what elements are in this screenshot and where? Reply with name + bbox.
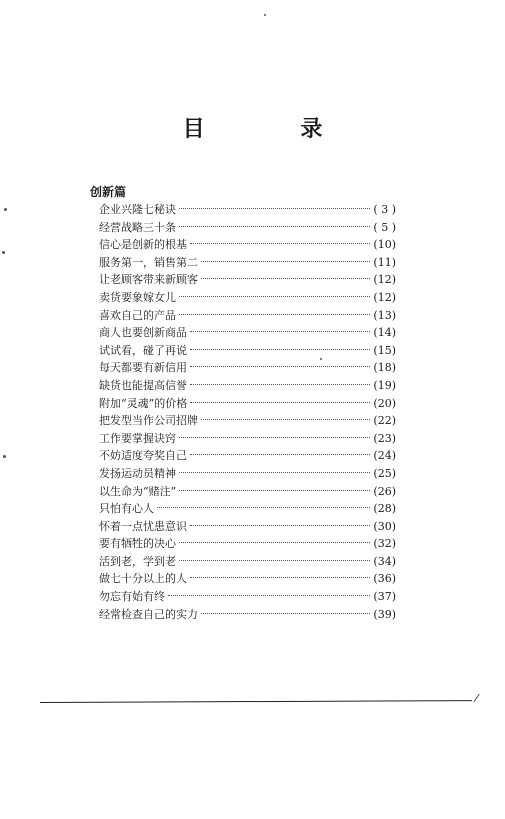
toc-entry-page: (34) — [373, 554, 396, 568]
toc-entry-page: (15) — [373, 343, 396, 357]
toc-entry-title: 附加“灵魂”的价格 — [99, 396, 188, 410]
toc-entry-title: 经常检查自己的实力 — [99, 607, 198, 621]
toc-entry-title: 只怕有心人 — [99, 502, 154, 516]
toc-entry-title: 试试看，碰了再说 — [99, 343, 187, 357]
section-heading: 创新篇 — [90, 185, 127, 199]
dot-leader — [201, 278, 370, 279]
dot-leader — [201, 261, 370, 262]
toc-entry — [99, 553, 396, 571]
toc-entry-title: 缺货也能提高信誉 — [99, 378, 187, 392]
toc-entry-page: (13) — [373, 308, 396, 322]
toc-entry — [99, 395, 396, 413]
dot-leader — [179, 472, 370, 473]
toc-entry — [99, 447, 396, 465]
toc-entry-page: (19) — [373, 378, 396, 392]
toc-entry-page: (18) — [373, 361, 396, 375]
dot-leader — [190, 243, 370, 244]
toc-entry — [99, 465, 396, 483]
toc-entry-title: 卖货要象嫁女儿 — [99, 290, 176, 304]
toc-entry — [99, 289, 396, 307]
toc-entry-page: (28) — [373, 502, 396, 516]
dot-leader — [190, 577, 370, 578]
toc-entry — [99, 359, 396, 377]
dot-leader — [179, 560, 370, 561]
scan-speck — [4, 208, 7, 211]
toc-entry-title: 经营战略三十条 — [99, 220, 176, 234]
dot-leader — [179, 542, 370, 543]
toc-entry-page: (23) — [373, 431, 396, 445]
bottom-rule — [40, 700, 472, 703]
rule-end-mark — [461, 694, 480, 702]
toc-entry — [99, 570, 396, 588]
toc-entry — [99, 535, 396, 553]
toc-entry-title: 每天都要有新信用 — [99, 361, 187, 375]
dot-leader — [190, 454, 370, 455]
dot-leader — [190, 525, 370, 526]
toc-entry-page: ( 5 ) — [373, 220, 396, 234]
toc-entry-title: 商人也要创新商品 — [99, 326, 187, 340]
toc-entry-title: 做七十分以上的人 — [99, 572, 187, 586]
dot-leader — [201, 613, 370, 614]
toc-entry-page: (39) — [373, 607, 396, 621]
toc-entry-page: (20) — [373, 396, 396, 410]
toc-entry — [99, 236, 396, 254]
toc-entry-title: 发扬运动员精神 — [99, 466, 176, 480]
toc-entry-page: (22) — [373, 414, 396, 428]
scan-speck — [3, 455, 6, 458]
scan-speck — [264, 14, 266, 16]
dot-leader — [179, 437, 370, 438]
dot-leader — [190, 366, 370, 367]
toc-entry-title: 不妨适度夸奖自己 — [99, 449, 187, 463]
toc-entry-page: ( 3 ) — [373, 203, 396, 216]
toc-entry-title: 怀着一点忧患意识 — [99, 519, 187, 533]
toc-entry — [99, 518, 396, 536]
toc-entry-page: (25) — [373, 466, 396, 480]
toc-entry-page: (32) — [373, 537, 396, 551]
dot-leader — [179, 296, 370, 297]
toc-entry — [99, 271, 396, 289]
scan-speck — [2, 251, 5, 254]
dot-leader — [179, 490, 370, 491]
toc-entry-page: (12) — [373, 273, 396, 287]
toc-entry — [99, 483, 396, 501]
toc-entry-title: 把发型当作公司招牌 — [99, 414, 198, 428]
toc-entry-title: 信心是创新的根基 — [99, 238, 187, 252]
toc-entry-title: 喜欢自己的产品 — [99, 308, 176, 322]
table-of-contents — [99, 201, 396, 623]
dot-leader — [157, 507, 370, 508]
dot-leader — [179, 314, 370, 315]
toc-entry-title: 要有牺牲的决心 — [99, 537, 176, 551]
toc-entry-title: 让老顾客带来新顾客 — [99, 273, 198, 287]
dot-leader — [190, 384, 370, 385]
toc-entry — [99, 430, 396, 448]
page-title: 目 录 — [182, 116, 367, 142]
dot-leader — [201, 419, 370, 420]
toc-entry — [99, 377, 396, 395]
toc-entry-page: (37) — [373, 590, 396, 604]
toc-entry-title: 活到老，学到老 — [99, 554, 176, 568]
toc-entry — [99, 201, 396, 219]
toc-entry — [99, 254, 396, 272]
toc-entry-page: (11) — [373, 255, 396, 269]
toc-entry-page: (26) — [373, 484, 396, 498]
toc-entry — [99, 324, 396, 342]
toc-entry — [99, 500, 396, 518]
toc-entry — [99, 307, 396, 325]
toc-entry — [99, 588, 396, 606]
toc-entry — [99, 219, 396, 237]
toc-entry-page: (36) — [373, 572, 396, 586]
dot-leader — [190, 331, 370, 332]
toc-entry-page: (24) — [373, 449, 396, 463]
toc-entry-title: 工作要掌握诀窍 — [99, 431, 176, 445]
dot-leader — [179, 208, 370, 209]
toc-entry-page: (10) — [373, 238, 396, 252]
dot-leader — [190, 402, 370, 403]
toc-entry-page: (14) — [373, 326, 396, 340]
toc-entry-title: 勿忘有始有终 — [99, 590, 165, 604]
toc-entry-page: (30) — [373, 519, 396, 533]
dot-leader — [179, 226, 370, 227]
scan-speck — [320, 358, 322, 360]
dot-leader — [168, 595, 370, 596]
toc-entry-page: (12) — [373, 290, 396, 304]
toc-entry — [99, 606, 396, 624]
toc-entry — [99, 412, 396, 430]
toc-entry — [99, 342, 396, 360]
toc-entry-title: 企业兴隆七秘诀 — [99, 203, 176, 216]
toc-entry-title: 以生命为“赌注” — [99, 484, 177, 498]
toc-entry-title: 服务第一，销售第二 — [99, 255, 198, 269]
dot-leader — [190, 349, 370, 350]
